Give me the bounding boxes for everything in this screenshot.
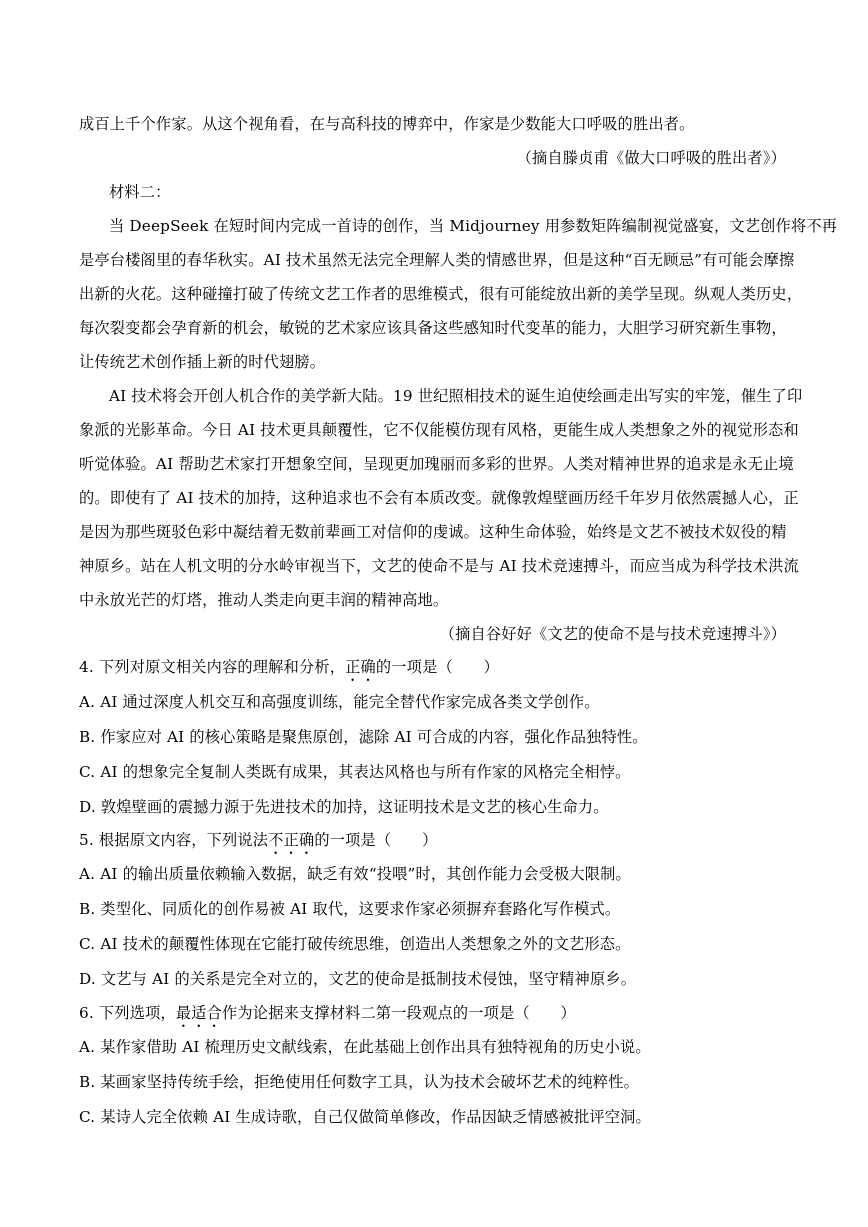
paragraph-line: 成百上千个作家。从这个视角看，在与高科技的博弈中，作家是少数能大口呼吸的胜出者。 xyxy=(79,115,695,133)
option-c: C. AI 技术的颠覆性体现在它能打破传统思维，创造出人类想象之外的文艺形态。 xyxy=(79,935,631,953)
paragraph-line: 当 DeepSeek 在短时间内完成一首诗的创作，当 Midjourney 用参数矩阵编制视觉盛宴，文艺创作将不再 xyxy=(109,217,838,235)
paragraph-line: 听觉体验。AI 帮助艺术家打开想象空间，呈现更加瑰丽而多彩的世界。人类对精神世界的追求是永无止境 xyxy=(79,455,794,473)
emphasized-keyword: 不正确 xyxy=(268,831,315,849)
question-stem-text: 5. 根据原文内容，下列说法 xyxy=(79,831,269,849)
paragraph-line: 象派的光影革命。今日 AI 技术更具颠覆性，它不仅能模仿现有风格，更能生成人类想象之外的视觉形态和 xyxy=(79,421,799,439)
option-d: D. 文艺与 AI 的关系是完全对立的，文艺的使命是抵制技术侵蚀，坚守精神原乡。 xyxy=(79,970,637,988)
emphasized-keyword: 最适合 xyxy=(175,1004,223,1022)
paragraph-line: 出新的火花。这种碰撞打破了传统文艺工作者的思维模式，很有可能绽放出新的美学呈现。纵观人类历史， xyxy=(79,285,803,303)
question-stem-text: 6. 下列选项， xyxy=(79,1004,176,1022)
paragraph-line: AI 技术将会开创人机合作的美学新大陆。19 世纪照相技术的诞生迫使绘画走出写实的牢笼，催生了印 xyxy=(109,387,803,405)
paragraph-line: 中永放光芒的灯塔，推动人类走向更丰润的精神高地。 xyxy=(79,591,449,609)
paragraph-line: 神原乡。站在人机文明的分水岭审视当下，文艺的使命不是与 AI 技术竞速搏斗，而应当成为科学技术洪流 xyxy=(79,557,799,575)
paragraph-line: 的。即使有了 AI 技术的加持，这种追求也不会有本质改变。就像敦煌壁画历经千年岁月依然震撼人心，正 xyxy=(79,489,799,507)
option-b: B. 类型化、同质化的创作易被 AI 取代，这要求作家必须摒弃套路化写作模式。 xyxy=(79,900,621,918)
question-5-stem xyxy=(79,830,437,858)
option-b: B. 某画家坚持传统手绘，拒绝使用任何数字工具，认为技术会破坏艺术的纯粹性。 xyxy=(79,1073,639,1091)
option-b: B. 作家应对 AI 的核心策略是聚焦原创，滤除 AI 可合成的内容，强化作品独特性。 xyxy=(79,728,648,746)
option-a: A. AI 通过深度人机交互和高强度训练，能完全替代作家完成各类文学创作。 xyxy=(79,693,600,711)
paragraph-line: 是因为那些斑驳色彩中凝结着无数前辈画工对信仰的虔诚。这种生命体验，始终是文艺不被技术奴役的精 xyxy=(79,523,787,541)
question-4-stem xyxy=(79,657,499,685)
option-a: A. 某作家借助 AI 梳理历史文献线索，在此基础上创作出具有独特视角的历史小说。 xyxy=(79,1038,651,1056)
option-c: C. 某诗人完全依赖 AI 生成诗歌，自己仅做简单修改，作品因缺乏情感被批评空洞。 xyxy=(79,1108,651,1126)
question-stem-text: 4. 下列对原文相关内容的理解和分析， xyxy=(79,658,346,676)
option-a: A. AI 的输出质量依赖输入数据，缺乏有效“投喂”时，其创作能力会受极大限制。 xyxy=(79,865,631,883)
option-d: D. 敦煌壁画的震撼力源于先进技术的加持，这证明技术是文艺的核心生命力。 xyxy=(79,798,609,816)
section-heading: 材料二： xyxy=(109,183,171,201)
paragraph-line: 让传统艺术创作插上新的时代翅膀。 xyxy=(79,353,326,371)
option-c: C. AI 的想象完全复制人类既有成果，其表达风格也与所有作家的风格完全相悖。 xyxy=(79,763,631,781)
question-stem-text: 的一项是（ ） xyxy=(375,658,500,676)
question-stem-text: 的一项是（ ） xyxy=(314,831,438,849)
question-stem-text: 作为论据来支撑材料二第一段观点的一项是（ ） xyxy=(222,1004,576,1022)
source-citation: （摘自谷好好《文艺的使命不是与技术竞速搏斗》） xyxy=(439,625,786,643)
emphasized-keyword: 正确 xyxy=(345,658,376,676)
paragraph-line: 每次裂变都会孕育新的机会，敏锐的艺术家应该具备这些感知时代变革的能力，大胆学习研究新生事物， xyxy=(79,319,787,337)
question-6-stem xyxy=(79,1003,576,1031)
paragraph-line: 是亭台楼阁里的春华秋实。AI 技术虽然无法完全理解人类的情感世界，但是这种“百无顾忌”有可能会摩擦 xyxy=(79,251,795,269)
source-citation: （摘自滕贞甫《做大口呼吸的胜出者》） xyxy=(516,149,786,167)
